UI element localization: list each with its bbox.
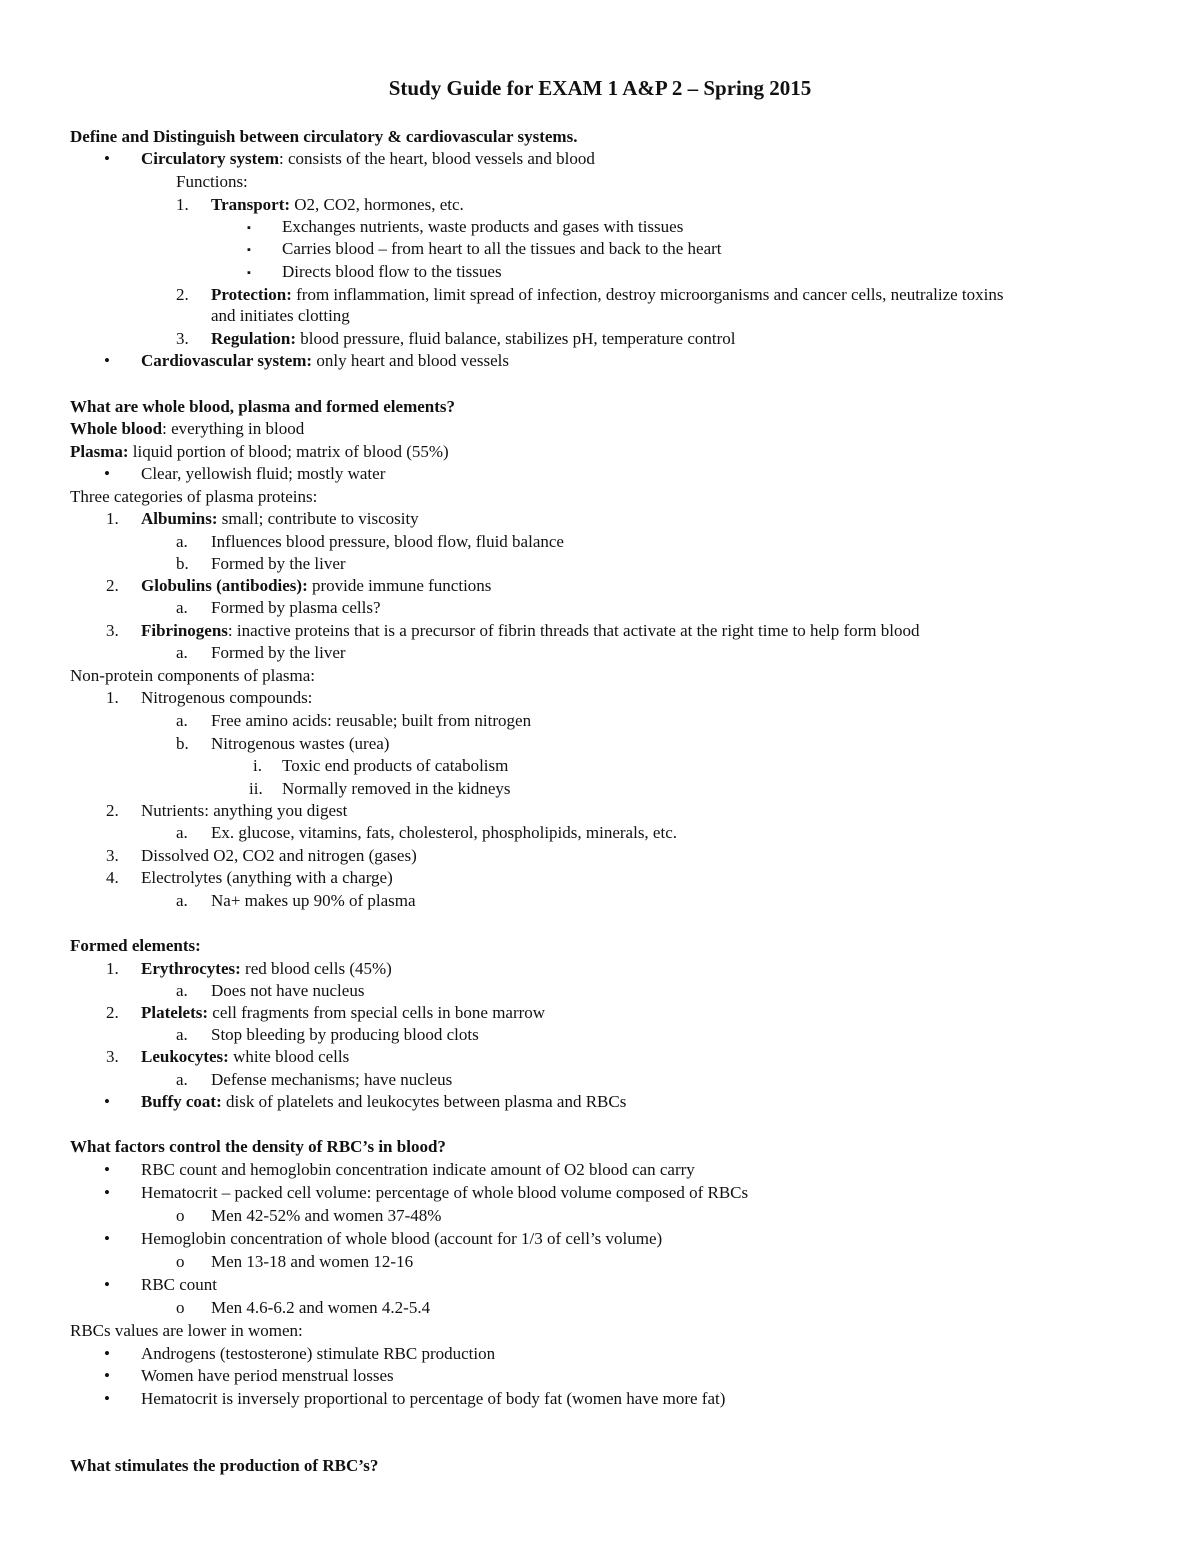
plain-text: provide immune functions <box>307 576 492 595</box>
plain-text: blood pressure, fluid balance, stabilizes pH, temperature control <box>296 329 736 348</box>
line-text <box>282 778 511 800</box>
list-marker: • <box>104 1160 110 1179</box>
plain-text: Nutrients: anything you digest <box>141 801 348 820</box>
bold-term: Whole blood <box>70 419 163 438</box>
line-text <box>141 958 392 980</box>
plain-text: disk of platelets and leukocytes between plasma and RBCs <box>221 1092 627 1111</box>
list-marker: a. <box>176 1070 188 1089</box>
line-text <box>141 800 347 822</box>
plain-text: : consists of the heart, blood vessels and blood <box>279 149 595 168</box>
line-text <box>70 441 449 463</box>
list-marker: 3. <box>106 621 119 640</box>
plain-text: Defense mechanisms; have nucleus <box>211 1070 453 1089</box>
line-text <box>282 238 722 260</box>
list-marker: 2. <box>106 1003 119 1022</box>
list-marker: • <box>104 464 110 483</box>
plain-text: Men 42-52% and women 37-48% <box>211 1206 442 1225</box>
list-marker: a. <box>176 532 188 551</box>
bold-term: Leukocytes: <box>141 1047 229 1066</box>
line-text <box>141 508 419 530</box>
list-marker: • <box>104 149 110 168</box>
line-text <box>211 597 381 619</box>
line-text <box>211 553 346 575</box>
list-marker: o <box>176 1298 185 1317</box>
list-marker: a. <box>176 981 188 1000</box>
line-text <box>211 1069 452 1091</box>
bold-term: Globulins (antibodies): <box>141 576 308 595</box>
list-marker: • <box>104 351 110 370</box>
plain-text: Electrolytes (anything with a charge) <box>141 868 393 887</box>
plain-text: RBC count <box>141 1275 218 1294</box>
line-text <box>211 284 1003 306</box>
bold-term: Albumins: <box>141 509 218 528</box>
plain-text: Men 13-18 and women 12-16 <box>211 1252 414 1271</box>
list-marker: 2. <box>176 285 189 304</box>
line-text <box>211 305 350 327</box>
list-marker: ii. <box>249 779 263 798</box>
list-marker: a. <box>176 598 188 617</box>
list-marker: 3. <box>106 1047 119 1066</box>
list-marker: ▪ <box>247 267 251 279</box>
line-text <box>141 463 385 485</box>
plain-text: Normally removed in the kidneys <box>282 779 511 798</box>
plain-text: and initiates clotting <box>211 306 350 325</box>
line-text <box>141 575 491 597</box>
plain-text: Dissolved O2, CO2 and nitrogen (gases) <box>141 846 417 865</box>
list-marker: • <box>104 1366 110 1385</box>
plain-text: : everything in blood <box>162 419 305 438</box>
plain-text: from inflammation, limit spread of infection, destroy microorganisms and cancer cells, neutralize toxins <box>291 285 1004 304</box>
line-text <box>211 328 736 350</box>
plain-text: Androgens (testosterone) stimulate RBC production <box>141 1344 496 1363</box>
line-text <box>211 642 346 664</box>
plain-text: Formed by the liver <box>211 554 346 573</box>
plain-text: . <box>573 127 578 146</box>
plain-text: Directs blood flow to the tissues <box>282 262 502 281</box>
line-text <box>70 486 317 508</box>
plain-text: white blood cells <box>228 1047 350 1066</box>
plain-text: Hemoglobin concentration of whole blood (account for 1/3 of cell’s volume) <box>141 1229 663 1248</box>
list-marker: 1. <box>176 195 189 214</box>
line-text <box>70 396 455 418</box>
line-text <box>211 822 677 844</box>
line-text <box>211 1024 479 1046</box>
line-text <box>141 1091 626 1113</box>
bold-term: Erythrocytes: <box>141 959 241 978</box>
list-marker: ▪ <box>247 244 251 256</box>
line-text <box>211 1251 413 1273</box>
list-marker: 3. <box>176 329 189 348</box>
line-text <box>70 665 315 687</box>
plain-text: Na+ makes up 90% of plasma <box>211 891 416 910</box>
line-text <box>211 710 531 732</box>
line-text <box>70 418 304 440</box>
plain-text: liquid portion of blood; matrix of blood (55%) <box>128 442 449 461</box>
list-marker: a. <box>176 823 188 842</box>
plain-text: Free amino acids: reusable; built from nitrogen <box>211 711 532 730</box>
plain-text: Exchanges nutrients, waste products and gases with tissues <box>282 217 684 236</box>
line-text <box>282 261 502 283</box>
line-text <box>211 531 564 553</box>
line-text <box>211 194 464 216</box>
line-text <box>141 1182 748 1204</box>
list-marker: 1. <box>106 509 119 528</box>
plain-text: Hematocrit is inversely proportional to percentage of body fat (women have more fat) <box>141 1389 726 1408</box>
plain-text: Ex. glucose, vitamins, fats, cholesterol, phospholipids, minerals, etc. <box>211 823 677 842</box>
line-text <box>141 1159 695 1181</box>
plain-text: Women have period menstrual losses <box>141 1366 394 1385</box>
list-marker: a. <box>176 643 188 662</box>
line-text <box>211 890 416 912</box>
plain-text: red blood cells (45%) <box>240 959 392 978</box>
page-title: Study Guide for EXAM 1 A&P 2 – Spring 2015 <box>388 76 812 100</box>
list-marker: • <box>104 1183 110 1202</box>
plain-text: cell fragments from special cells in bone marrow <box>208 1003 546 1022</box>
bold-term: Buffy coat: <box>141 1092 222 1111</box>
list-marker: b. <box>176 734 189 753</box>
line-text <box>70 1136 446 1158</box>
bold-term: Formed elements: <box>70 936 201 955</box>
list-marker: • <box>104 1389 110 1408</box>
plain-text: Does not have nucleus <box>211 981 365 1000</box>
line-text <box>70 126 577 148</box>
line-text <box>70 1455 378 1477</box>
plain-text: Stop bleeding by producing blood clots <box>211 1025 479 1044</box>
plain-text: Nitrogenous wastes (urea) <box>211 734 390 753</box>
list-marker: • <box>104 1275 110 1294</box>
plain-text: RBCs values are lower in women: <box>70 1321 303 1340</box>
bold-term: What stimulates the production of RBC’s? <box>70 1456 379 1475</box>
line-text <box>141 1046 349 1068</box>
bold-term: Protection: <box>211 285 292 304</box>
list-marker: 4. <box>106 868 119 887</box>
bold-term: Platelets: <box>141 1003 209 1022</box>
list-marker: 2. <box>106 801 119 820</box>
plain-text: Nitrogenous compounds: <box>141 688 313 707</box>
plain-text: Non-protein components of plasma: <box>70 666 316 685</box>
list-marker: ▪ <box>247 222 251 234</box>
plain-text: Functions: <box>176 172 248 191</box>
plain-text: Toxic end products of catabolism <box>282 756 509 775</box>
line-text <box>141 845 417 867</box>
list-marker: • <box>104 1092 110 1111</box>
line-text <box>141 1002 545 1024</box>
plain-text: Formed by plasma cells? <box>211 598 381 617</box>
line-text <box>141 350 509 372</box>
plain-text: small; contribute to viscosity <box>217 509 419 528</box>
line-text <box>141 1365 394 1387</box>
plain-text: Hematocrit – packed cell volume: percentage of whole blood volume composed of RBCs <box>141 1183 749 1202</box>
line-text <box>141 867 393 889</box>
bold-term: Circulatory system <box>141 149 280 168</box>
line-text <box>141 620 920 642</box>
bold-term: Cardiovascular system: <box>141 351 313 370</box>
list-marker: • <box>104 1344 110 1363</box>
plain-text: Formed by the liver <box>211 643 346 662</box>
line-text <box>211 733 389 755</box>
line-text <box>141 148 595 170</box>
bold-term: Transport: <box>211 195 291 214</box>
line-text <box>70 1320 303 1342</box>
plain-text: O2, CO2, hormones, etc. <box>290 195 464 214</box>
bold-term: Define and Distinguish between circulatory & cardiovascular systems <box>70 127 574 146</box>
list-marker: i. <box>253 756 262 775</box>
line-text <box>70 935 201 957</box>
line-text <box>141 1388 725 1410</box>
bold-term: Regulation: <box>211 329 296 348</box>
list-marker: a. <box>176 1025 188 1044</box>
bold-term: Plasma: <box>70 442 129 461</box>
plain-text: Men 4.6-6.2 and women 4.2-5.4 <box>211 1298 431 1317</box>
plain-text: RBC count and hemoglobin concentration indicate amount of O2 blood can carry <box>141 1160 695 1179</box>
line-text <box>141 1228 662 1250</box>
list-marker: b. <box>176 554 189 573</box>
line-text <box>141 1343 495 1365</box>
line-text <box>141 1274 217 1296</box>
bold-term: Fibrinogens <box>141 621 228 640</box>
line-text <box>211 1297 430 1319</box>
line-text <box>211 1205 441 1227</box>
list-marker: a. <box>176 891 188 910</box>
list-marker: • <box>104 1229 110 1248</box>
plain-text: Carries blood – from heart to all the tissues and back to the heart <box>282 239 722 258</box>
line-text <box>282 755 508 777</box>
plain-text: : inactive proteins that is a precursor of fibrin threads that activate at the right time to help form blood <box>227 621 920 640</box>
list-marker: 3. <box>106 846 119 865</box>
plain-text: Influences blood pressure, blood flow, fluid balance <box>211 532 564 551</box>
list-marker: a. <box>176 711 188 730</box>
list-marker: o <box>176 1206 185 1225</box>
plain-text: Three categories of plasma proteins: <box>70 487 318 506</box>
line-text <box>176 171 248 193</box>
plain-text: Clear, yellowish fluid; mostly water <box>141 464 386 483</box>
line-text <box>211 980 364 1002</box>
list-marker: o <box>176 1252 185 1271</box>
line-text <box>141 687 312 709</box>
bold-term: What are whole blood, plasma and formed elements? <box>70 397 456 416</box>
list-marker: 1. <box>106 959 119 978</box>
plain-text: only heart and blood vessels <box>312 351 509 370</box>
line-text <box>282 216 683 238</box>
bold-term: What factors control the density of RBC’s in blood? <box>70 1137 446 1156</box>
list-marker: 2. <box>106 576 119 595</box>
list-marker: 1. <box>106 688 119 707</box>
